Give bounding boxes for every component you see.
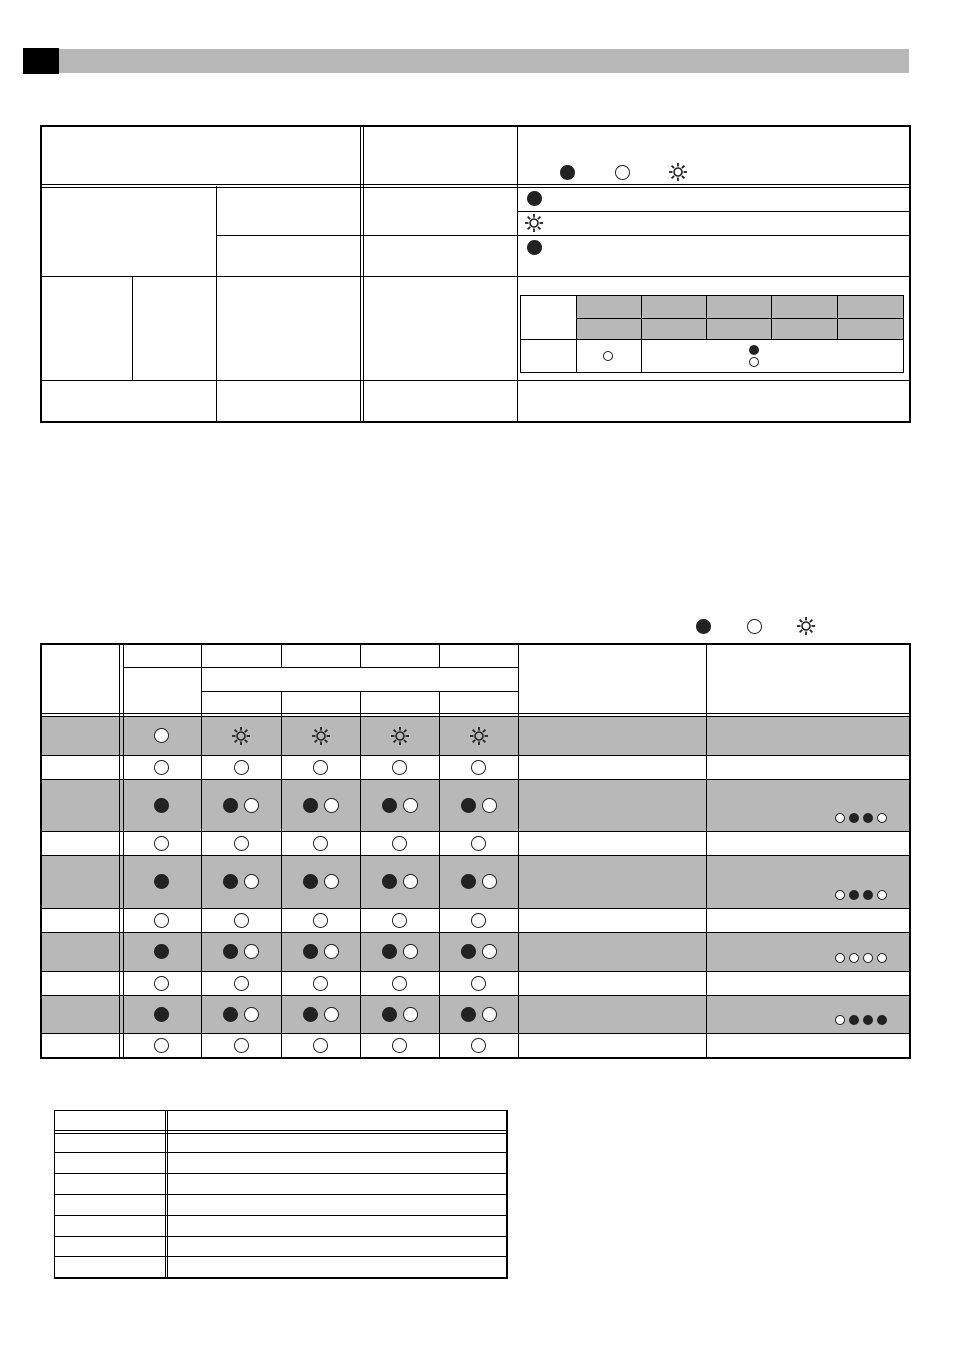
table-rule: [54, 1110, 506, 1111]
led-cell: [132, 971, 192, 995]
empty-circle-icon: [403, 944, 418, 959]
led-pair: [303, 944, 339, 959]
led-pair: [382, 944, 418, 959]
filled-circle-icon: [527, 240, 542, 255]
table-rule: [54, 1133, 506, 1134]
table-rule: [40, 187, 909, 188]
led-cell: [449, 1002, 509, 1026]
led-cell: [132, 870, 192, 894]
led-cell: [211, 1033, 271, 1057]
led-pair: [223, 874, 259, 889]
empty-circle-icon: [324, 944, 339, 959]
section-header-bar: [59, 49, 909, 73]
led-sequence: [835, 953, 887, 963]
empty-circle-icon: [244, 798, 259, 813]
table-rule: [517, 125, 518, 421]
led-cell: [211, 870, 271, 894]
empty-circle-icon: [482, 798, 497, 813]
empty-circle-icon: [154, 913, 169, 928]
inner-symbol: [598, 346, 618, 366]
table-rule: [520, 339, 903, 340]
led-cell: [449, 793, 509, 817]
table-rule: [54, 1173, 506, 1174]
sequence-cell: [829, 810, 893, 826]
empty-circle-icon: [324, 1007, 339, 1022]
empty-circle-icon: [392, 760, 407, 775]
legend-symbol: [556, 161, 578, 183]
empty-circle-icon: [234, 836, 249, 851]
table-rule: [576, 318, 903, 319]
row-symbol: [523, 236, 545, 258]
empty-circle-icon: [482, 944, 497, 959]
filled-circle-icon: [863, 813, 873, 823]
filled-circle-icon: [863, 1015, 873, 1025]
led-pair: [303, 1007, 339, 1022]
table-rule: [706, 295, 707, 339]
table1-bottom: [40, 421, 909, 423]
legend-symbol: [611, 161, 633, 183]
led-sequence: [835, 813, 887, 823]
table-rule: [520, 372, 903, 373]
filled-circle-icon: [749, 345, 759, 355]
filled-circle-icon: [154, 944, 169, 959]
empty-circle-icon: [313, 836, 328, 851]
led-cell: [370, 870, 430, 894]
empty-circle-icon: [154, 760, 169, 775]
led-cell: [291, 1033, 351, 1057]
led-cell: [132, 831, 192, 855]
led-sequence: [835, 890, 887, 900]
blinking-sun-icon: [524, 213, 544, 233]
table-rule: [216, 276, 217, 380]
led-cell: [370, 755, 430, 779]
filled-circle-icon: [461, 944, 476, 959]
table-rule: [40, 716, 909, 717]
blinking-sun-icon: [231, 726, 251, 746]
filled-circle-icon: [303, 1007, 318, 1022]
table-rule: [40, 932, 909, 933]
empty-circle-icon: [234, 1038, 249, 1053]
table-rule: [201, 691, 518, 692]
led-pair: [461, 798, 497, 813]
empty-circle-icon: [471, 760, 486, 775]
empty-circle-icon: [471, 976, 486, 991]
filled-circle-icon: [382, 874, 397, 889]
empty-circle-icon: [403, 874, 418, 889]
led-pair: [223, 798, 259, 813]
table-rule: [641, 295, 642, 372]
blinking-sun-icon: [469, 726, 489, 746]
table-rule: [132, 276, 133, 380]
filled-circle-icon: [560, 165, 575, 180]
row-symbol: [523, 187, 545, 209]
empty-circle-icon: [392, 1038, 407, 1053]
empty-circle-icon: [313, 1038, 328, 1053]
table-rule: [439, 643, 440, 667]
legend-symbol: [743, 615, 765, 637]
table-rule: [40, 184, 909, 185]
table-rule: [54, 1130, 506, 1131]
table-rule: [54, 1277, 506, 1279]
table2-right: [909, 643, 911, 1059]
filled-circle-icon: [863, 890, 873, 900]
led-cell: [370, 940, 430, 964]
empty-circle-icon: [471, 836, 486, 851]
filled-circle-icon: [461, 1007, 476, 1022]
filled-circle-icon: [154, 798, 169, 813]
empty-circle-icon: [482, 1007, 497, 1022]
led-pair: [382, 798, 418, 813]
led-cell: [370, 908, 430, 932]
empty-circle-icon: [234, 913, 249, 928]
filled-circle-icon: [303, 798, 318, 813]
led-cell: [449, 724, 509, 748]
table2-left: [40, 643, 42, 1059]
table-rule: [517, 211, 909, 212]
empty-circle-icon: [403, 798, 418, 813]
empty-circle-icon: [877, 953, 887, 963]
led-cell: [291, 870, 351, 894]
led-cell: [370, 831, 430, 855]
led-cell: [291, 793, 351, 817]
empty-circle-icon: [154, 728, 169, 743]
filled-circle-icon: [382, 798, 397, 813]
empty-circle-icon: [603, 351, 613, 361]
table-rule: [903, 295, 904, 373]
filled-circle-icon: [527, 191, 542, 206]
led-pair: [382, 874, 418, 889]
table-rule: [281, 643, 282, 667]
filled-circle-icon: [382, 1007, 397, 1022]
table-rule: [576, 295, 577, 372]
led-cell: [211, 1002, 271, 1026]
filled-circle-icon: [877, 1015, 887, 1025]
legend-symbol: [692, 615, 714, 637]
led-pair: [461, 874, 497, 889]
empty-circle-icon: [244, 944, 259, 959]
table-rule: [281, 691, 282, 1057]
empty-circle-icon: [234, 976, 249, 991]
filled-circle-icon: [154, 1007, 169, 1022]
table-rule: [201, 667, 202, 1057]
empty-circle-icon: [324, 874, 339, 889]
empty-circle-icon: [749, 357, 759, 367]
empty-circle-icon: [849, 953, 859, 963]
legend-symbol: [795, 615, 817, 637]
table-rule: [216, 186, 217, 276]
table-rule: [360, 643, 361, 667]
led-cell: [291, 908, 351, 932]
table-rule: [40, 276, 909, 277]
empty-circle-icon: [234, 760, 249, 775]
led-cell: [132, 1033, 192, 1057]
led-pair: [223, 944, 259, 959]
blinking-sun-icon: [796, 616, 816, 636]
empty-circle-icon: [244, 1007, 259, 1022]
filled-circle-icon: [154, 874, 169, 889]
empty-circle-icon: [154, 1038, 169, 1053]
led-cell: [449, 831, 509, 855]
empty-circle-icon: [471, 1038, 486, 1053]
table-rule: [771, 295, 772, 339]
filled-circle-icon: [223, 944, 238, 959]
empty-circle-icon: [835, 890, 845, 900]
empty-circle-icon: [154, 836, 169, 851]
legend-symbol: [667, 161, 689, 183]
led-cell: [449, 908, 509, 932]
empty-circle-icon: [482, 874, 497, 889]
led-cell: [370, 971, 430, 995]
table-rule: [40, 713, 909, 714]
filled-circle-icon: [461, 798, 476, 813]
filled-circle-icon: [223, 874, 238, 889]
empty-circle-icon: [835, 953, 845, 963]
led-cell: [132, 793, 192, 817]
sequence-cell: [829, 950, 893, 966]
table-rule: [520, 295, 521, 372]
empty-circle-icon: [313, 976, 328, 991]
led-cell: [291, 831, 351, 855]
led-pair: [303, 874, 339, 889]
led-cell: [291, 940, 351, 964]
table1-top: [40, 125, 909, 127]
filled-circle-icon: [696, 619, 711, 634]
led-cell: [211, 793, 271, 817]
table-rule: [360, 125, 361, 421]
table-rule: [506, 1110, 508, 1279]
table-rule: [40, 779, 909, 780]
table2-bottom: [40, 1057, 909, 1059]
empty-circle-icon: [392, 976, 407, 991]
led-cell: [370, 1033, 430, 1057]
filled-circle-icon: [223, 798, 238, 813]
table-rule: [216, 235, 909, 236]
empty-circle-icon: [877, 890, 887, 900]
table-rule: [40, 380, 909, 381]
empty-circle-icon: [392, 836, 407, 851]
section-tab: [23, 48, 59, 74]
led-cell: [132, 724, 192, 748]
empty-circle-icon: [471, 913, 486, 928]
filled-circle-icon: [223, 1007, 238, 1022]
table-rule: [360, 691, 361, 1057]
empty-circle-icon: [877, 813, 887, 823]
table-rule: [54, 1256, 506, 1257]
empty-circle-icon: [835, 813, 845, 823]
sequence-cell: [829, 1012, 893, 1028]
led-cell: [449, 971, 509, 995]
row-symbol: [523, 212, 545, 234]
table1-right: [909, 125, 911, 423]
led-cell: [132, 940, 192, 964]
led-cell: [211, 755, 271, 779]
led-cell: [449, 940, 509, 964]
led-cell: [370, 793, 430, 817]
table-rule: [363, 125, 364, 421]
filled-circle-icon: [849, 813, 859, 823]
empty-circle-icon: [863, 953, 873, 963]
filled-circle-icon: [461, 874, 476, 889]
led-cell: [291, 1002, 351, 1026]
empty-circle-icon: [403, 1007, 418, 1022]
empty-circle-icon: [313, 913, 328, 928]
led-cell: [370, 724, 430, 748]
led-cell: [211, 908, 271, 932]
led-pair: [382, 1007, 418, 1022]
filled-circle-icon: [849, 890, 859, 900]
table-rule: [54, 1152, 506, 1153]
led-cell: [449, 1033, 509, 1057]
led-pair: [461, 944, 497, 959]
sequence-cell: [829, 887, 893, 903]
led-cell: [211, 971, 271, 995]
blinking-sun-icon: [311, 726, 331, 746]
led-cell: [291, 971, 351, 995]
table-rule: [216, 380, 217, 421]
led-sequence: [835, 1015, 887, 1025]
table-rule: [123, 667, 518, 668]
inner-symbol: [744, 342, 764, 370]
blinking-sun-icon: [668, 162, 688, 182]
led-cell: [211, 940, 271, 964]
led-cell: [370, 1002, 430, 1026]
empty-circle-icon: [835, 1015, 845, 1025]
led-cell: [211, 831, 271, 855]
led-cell: [211, 724, 271, 748]
led-cell: [291, 724, 351, 748]
empty-circle-icon: [313, 760, 328, 775]
filled-circle-icon: [382, 944, 397, 959]
empty-circle-icon: [747, 619, 762, 634]
led-cell: [291, 755, 351, 779]
empty-circle-icon: [324, 798, 339, 813]
empty-circle-icon: [392, 913, 407, 928]
table-rule: [439, 691, 440, 1057]
table2-top: [40, 643, 909, 645]
table-rule: [40, 995, 909, 996]
led-cell: [132, 755, 192, 779]
table-rule: [54, 1236, 506, 1237]
table-rule: [201, 643, 202, 667]
table-rule: [54, 1215, 506, 1216]
led-pair: [461, 1007, 497, 1022]
empty-circle-icon: [615, 165, 630, 180]
led-stack: [749, 345, 759, 367]
filled-circle-icon: [849, 1015, 859, 1025]
led-cell: [132, 908, 192, 932]
empty-circle-icon: [154, 976, 169, 991]
table-rule: [54, 1194, 506, 1195]
led-cell: [449, 870, 509, 894]
filled-circle-icon: [303, 874, 318, 889]
table-rule: [837, 295, 838, 339]
led-cell: [132, 1002, 192, 1026]
filled-circle-icon: [303, 944, 318, 959]
empty-circle-icon: [244, 874, 259, 889]
blinking-sun-icon: [390, 726, 410, 746]
led-cell: [449, 755, 509, 779]
led-pair: [223, 1007, 259, 1022]
table-rule: [40, 855, 909, 856]
led-pair: [303, 798, 339, 813]
table1-left: [40, 125, 42, 423]
